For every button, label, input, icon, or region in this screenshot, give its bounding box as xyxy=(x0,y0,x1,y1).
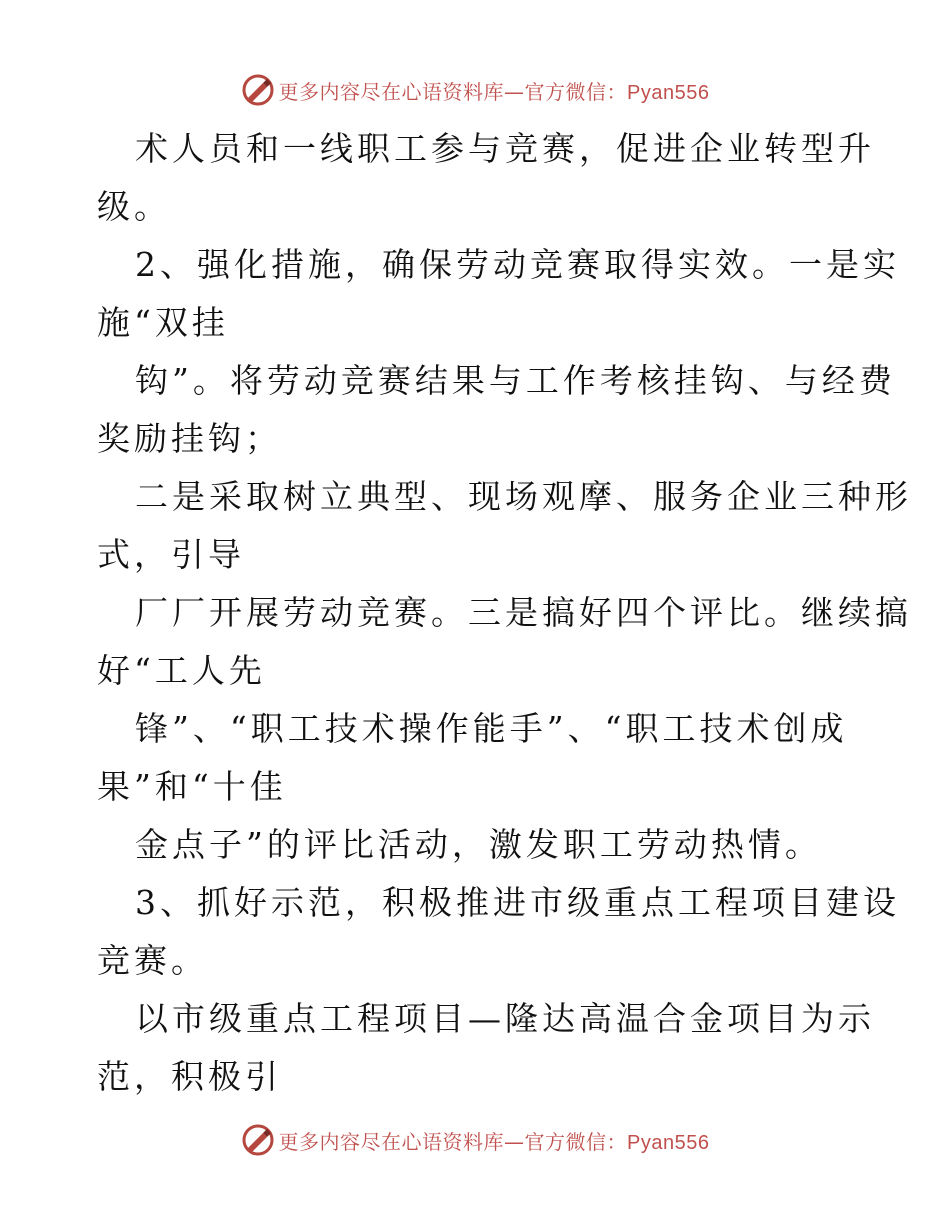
body-line: 式，引导 xyxy=(97,535,245,574)
body-line: 范，积极引 xyxy=(97,1057,282,1096)
body-line: 级。 xyxy=(97,187,171,226)
body-line: 2、强化措施，确保劳动竞赛取得实效。一是实 xyxy=(135,245,900,284)
body-line: 术人员和一线职工参与竞赛，促进企业转型升 xyxy=(135,129,875,168)
document-body xyxy=(97,120,912,1106)
header-banner xyxy=(0,70,950,110)
header-banner-label: 更多内容尽在心语资料库—官方微信： xyxy=(278,79,628,104)
body-line: 3、抓好示范，积极推进市级重点工程项目建设 xyxy=(135,883,900,922)
body-line: 奖励挂钩； xyxy=(97,419,282,458)
body-line: 金点子”的评比活动，激发职工劳动热情。 xyxy=(135,825,822,864)
footer-banner-label: 更多内容尽在心语资料库—官方微信： xyxy=(278,1129,628,1154)
body-line: 以市级重点工程项目—隆达高温合金项目为示 xyxy=(135,999,875,1038)
footer-banner-text xyxy=(279,1126,710,1155)
footer-banner xyxy=(0,1120,950,1160)
body-line: 竞赛。 xyxy=(97,941,208,980)
pen-logo-icon xyxy=(241,73,275,107)
body-line: 果”和“十佳 xyxy=(97,767,287,806)
pen-logo-icon xyxy=(241,1123,275,1157)
body-line: 钩”。将劳动竞赛结果与工作考核挂钩、与经费 xyxy=(135,361,896,400)
body-line: 厂厂开展劳动竞赛。三是搞好四个评比。继续搞 xyxy=(135,593,912,632)
body-line: 锋”、“职工技术操作能手”、“职工技术创成 xyxy=(135,709,848,748)
body-line: 施“双挂 xyxy=(97,303,229,342)
footer-wechat-id: Pyan556 xyxy=(627,1131,710,1154)
body-line: 好“工人先 xyxy=(97,651,266,690)
header-wechat-id: Pyan556 xyxy=(627,81,710,104)
body-line: 二是采取树立典型、现场观摩、服务企业三种形 xyxy=(135,477,912,516)
header-banner-text xyxy=(279,76,710,105)
